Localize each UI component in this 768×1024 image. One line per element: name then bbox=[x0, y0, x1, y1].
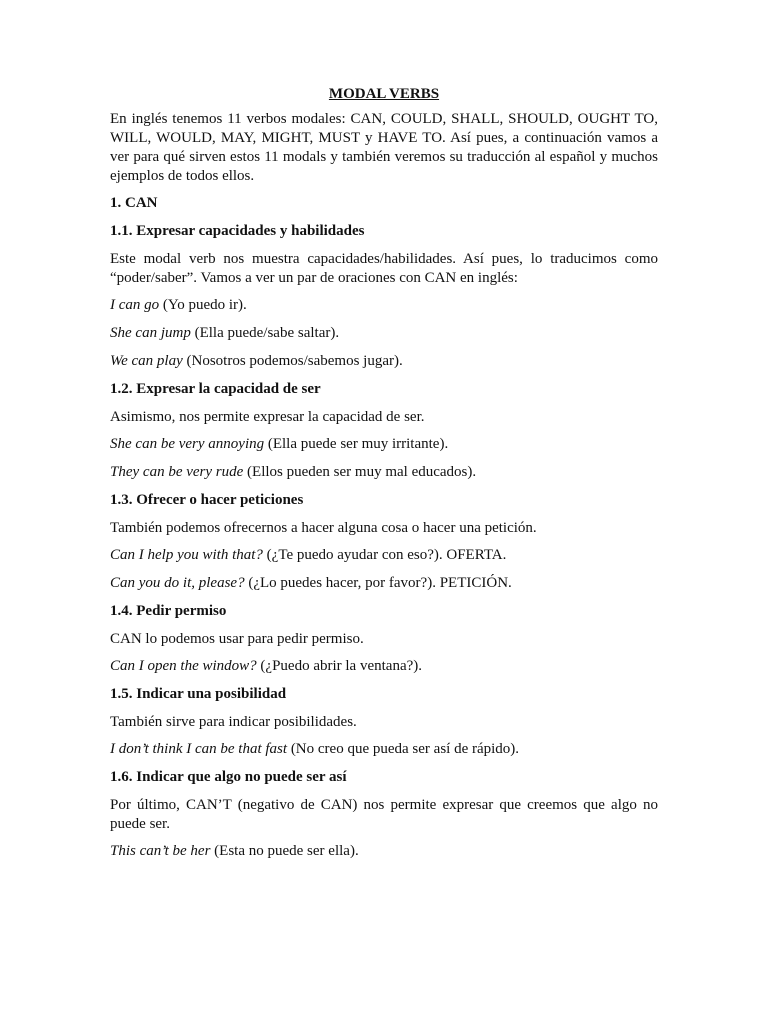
subsection-text-1-1: Este modal verb nos muestra capacidades/habilidades. Así pues, lo traducimos como “poder/saber”. Vamos a ver un par de oraciones con CAN en inglés: bbox=[110, 251, 658, 286]
example-line bbox=[110, 657, 658, 676]
example-line bbox=[110, 435, 658, 454]
subsection-heading-1-4: 1.4. Pedir permiso bbox=[110, 603, 227, 619]
example-english: This can’t be her bbox=[110, 843, 211, 859]
example-translation: (¿Puedo abrir la ventana?). bbox=[256, 658, 423, 674]
example-translation: (Ella puede/sabe saltar). bbox=[190, 325, 340, 341]
example-line bbox=[110, 463, 658, 482]
example-translation: (Ellos pueden ser muy mal educados). bbox=[243, 464, 477, 480]
subsection-text-1-5: También sirve para indicar posibilidades. bbox=[110, 714, 357, 730]
example-translation: (Esta no puede ser ella). bbox=[210, 843, 359, 859]
example-english: They can be very rude bbox=[110, 464, 244, 480]
subsection-text-1-2: Asimismo, nos permite expresar la capacidad de ser. bbox=[110, 409, 425, 425]
subsection-text-1-4: CAN lo podemos usar para pedir permiso. bbox=[110, 631, 364, 647]
example-line bbox=[110, 740, 658, 759]
example-english: She can be very annoying bbox=[110, 436, 265, 452]
example-line bbox=[110, 352, 658, 371]
example-line bbox=[110, 574, 658, 593]
example-translation: (¿Lo puedes hacer, por favor?). PETICIÓN. bbox=[244, 575, 512, 591]
intro-paragraph: En inglés tenemos 11 verbos modales: CAN, COULD, SHALL, SHOULD, OUGHT TO, WILL, WOULD, MAY, MIGHT, MUST y HAVE TO. Así pues, a continuación vamos a ver para qué sirven estos 11 modals y también veremos su traducción al español y muchos ejemplos de todos ellos. bbox=[110, 111, 658, 184]
example-translation: (¿Te puedo ayudar con eso?). OFERTA. bbox=[262, 547, 507, 563]
subsection-heading-1-5: 1.5. Indicar una posibilidad bbox=[110, 686, 287, 702]
example-english: I don’t think I can be that fast bbox=[110, 741, 288, 757]
section-heading-can: 1. CAN bbox=[110, 195, 158, 211]
example-translation: (Ella puede ser muy irritante). bbox=[264, 436, 449, 452]
example-english: Can you do it, please? bbox=[110, 575, 245, 591]
example-english: She can jump bbox=[110, 325, 191, 341]
example-line bbox=[110, 546, 658, 565]
example-english: I can go bbox=[110, 297, 160, 313]
subsection-heading-1-2: 1.2. Expresar la capacidad de ser bbox=[110, 381, 321, 397]
subsection-heading-1-3: 1.3. Ofrecer o hacer peticiones bbox=[110, 492, 304, 508]
example-english: Can I help you with that? bbox=[110, 547, 263, 563]
subsection-heading-1-6: 1.6. Indicar que algo no puede ser así bbox=[110, 769, 347, 785]
subsection-text-1-6: Por último, CAN’T (negativo de CAN) nos permite expresar que creemos que algo no puede ser. bbox=[110, 797, 658, 832]
example-line bbox=[110, 296, 658, 315]
example-line bbox=[110, 842, 658, 861]
example-translation: (No creo que pueda ser así de rápido). bbox=[287, 741, 520, 757]
example-line bbox=[110, 324, 658, 343]
subsection-heading-1-1: 1.1. Expresar capacidades y habilidades bbox=[110, 223, 365, 239]
example-translation: (Yo puedo ir). bbox=[159, 297, 247, 313]
example-english: Can I open the window? bbox=[110, 658, 257, 674]
example-translation: (Nosotros podemos/sabemos jugar). bbox=[182, 353, 403, 369]
example-english: We can play bbox=[110, 353, 183, 369]
subsection-text-1-3: También podemos ofrecernos a hacer alguna cosa o hacer una petición. bbox=[110, 520, 537, 536]
document-title: MODAL VERBS bbox=[328, 86, 440, 102]
